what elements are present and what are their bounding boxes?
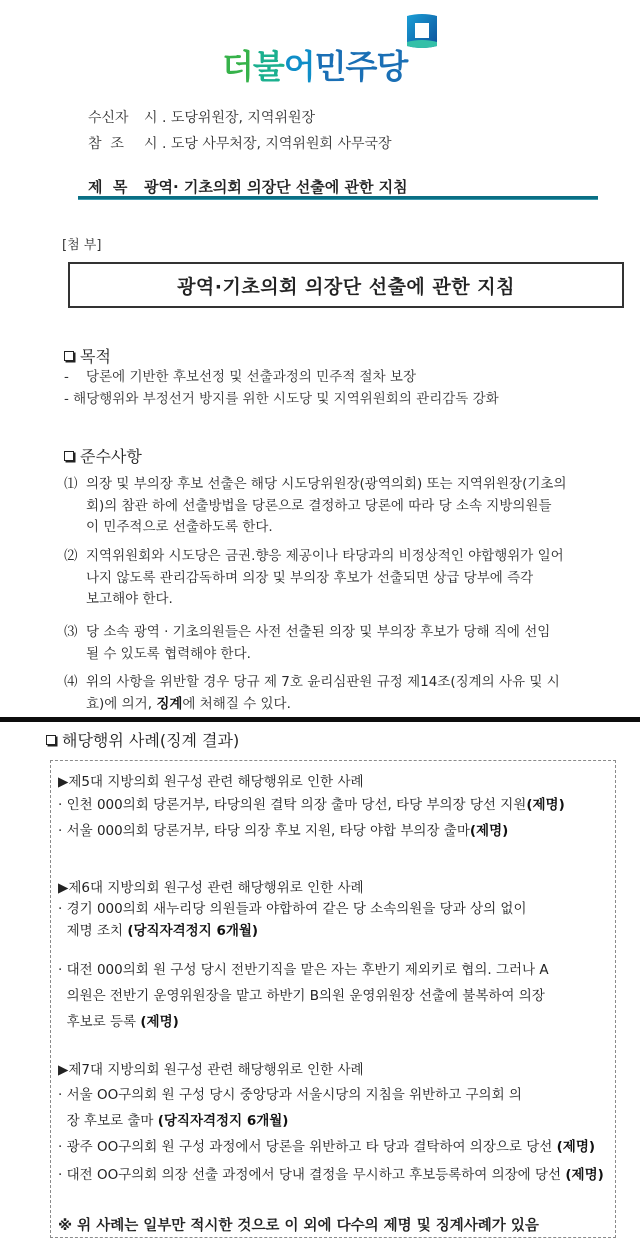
emphasis-discipline: 징계 <box>156 695 183 712</box>
case-entry: · 대전 OO구의회 의장 선출 과정에서 당내 결정을 무시하고 후보등록하여 의장에 당선 (제명) <box>58 1167 604 1183</box>
penalty-label: (제명) <box>469 823 509 839</box>
penalty-label: (당직자격정지 6개월) <box>127 923 259 939</box>
penalty-label: (제명) <box>556 1139 596 1155</box>
case-entry: · 서울 000의회 당론거부, 타당 의장 후보 지원, 타당 야합 부의장 출마(제명) <box>58 823 509 839</box>
recipient-label: 수신자 <box>88 110 129 126</box>
logo-wordmark: 더불어민주당 <box>222 47 408 86</box>
case-entry: · 경기 000의회 새누리당 의원들과 야합하여 같은 당 소속의원을 당과 상의 없이 제명 조치 (당직자격정지 6개월) <box>58 901 527 939</box>
reference-value: 시 . 도당 사무처장, 지역위원회 사무국장 <box>144 136 392 152</box>
purpose-heading: 목적 <box>64 344 111 367</box>
penalty-label: (제명) <box>526 797 565 813</box>
case-entry: · 대전 000의회 원 구성 당시 전반기직을 맡은 자는 후반기 제외키로 협의. 그러나 A 의원은 전반기 운영위원장을 맡고 하반기 B의원 운영위원장 선출에 불복하여 의장 후보로 등록 (제명) <box>58 962 549 1030</box>
subject-value: 광역· 기초의회 의장단 선출에 관한 지침 <box>144 178 408 196</box>
subject-underline <box>78 196 598 200</box>
compliance-item-1: ⑴ 의장 및 부의장 후보 선출은 해당 시도당위원장(광역의회) 또는 지역위원장(기초의 회)의 참관 하에 선출방법을 당론으로 결정하고 당론에 따라 당 소속 지방의원들 이 민주적으로 선출하도록 한다. <box>64 476 567 535</box>
document-divider <box>0 717 640 722</box>
checkbox-square-icon <box>64 451 74 461</box>
reference-label: 참 조 <box>88 136 124 152</box>
case-entry: · 광주 OO구의회 원 구성 과정에서 당론을 위반하고 타 당과 결탁하여 의장으로 당선 (제명) <box>58 1139 596 1155</box>
cases-footnote: ※ 위 사례는 일부만 적시한 것으로 이 외에 다수의 제명 및 징계사례가 있음 <box>58 1218 539 1234</box>
penalty-label: (제명) <box>140 1014 179 1030</box>
compliance-item-2: ⑵ 지역위원회와 시도당은 금권.향응 제공이나 타당과의 비정상적인 야합행위가 일어 나지 않도록 관리감독하며 의장 및 부의장 후보가 선출되면 상급 당부에 즉각 보고해야 한다. <box>64 548 564 607</box>
compliance-heading: 준수사항 <box>64 444 142 467</box>
purpose-item: - 해당행위와 부정선거 방지를 위한 시도당 및 지역위원회의 관리감독 강화 <box>64 391 499 407</box>
compliance-item-3: ⑶ 당 소속 광역 · 기초의원들은 사전 선출된 의장 및 부의장 후보가 당해 직에 선임 될 수 있도록 협력해야 한다. <box>64 624 551 662</box>
case-group-title: ▶제7대 지방의회 원구성 관련 해당행위로 인한 사례 <box>58 1062 364 1078</box>
checkbox-square-icon <box>46 735 56 745</box>
purpose-item: - 당론에 기반한 후보선정 및 선출과정의 민주적 절차 보장 <box>64 369 417 385</box>
penalty-label: (제명) <box>565 1167 604 1183</box>
checkbox-square-icon <box>64 351 74 361</box>
case-group-title: ▶제6대 지방의회 원구성 관련 해당행위로 인한 사례 <box>58 880 364 896</box>
penalty-label: (당직자격정지 6개월) <box>157 1113 289 1129</box>
case-entry: · 서울 OO구의회 원 구성 당시 중앙당과 서울시당의 지침을 위반하고 구의회 의 장 후보로 출마 (당직자격정지 6개월) <box>58 1087 522 1129</box>
recipient-value: 시 . 도당위원장, 지역위원장 <box>144 110 316 126</box>
attachment-title-box <box>68 262 624 308</box>
attachment-title: 광역·기초의회 의장단 선출에 관한 지침 <box>177 275 515 298</box>
compliance-item-4: ⑷ 위의 사항을 위반할 경우 당규 제 7호 윤리심판원 규정 제14조(징계의 사유 및 시 효)에 의거, 징계에 처해질 수 있다. <box>64 674 560 712</box>
attachment-label: [첨 부] <box>62 238 102 253</box>
case-entry: · 인천 000의회 당론거부, 타당의원 결탁 의장 출마 당선, 타당 부의장 당선 지원(제명) <box>58 797 565 813</box>
case-group-title: ▶제5대 지방의회 원구성 관련 해당행위로 인한 사례 <box>58 774 364 790</box>
party-flag-icon <box>405 12 439 50</box>
subject-label: 제 목 <box>88 178 128 196</box>
cases-heading: 해당행위 사례(징계 결과) <box>46 728 239 751</box>
party-logo <box>222 8 442 86</box>
